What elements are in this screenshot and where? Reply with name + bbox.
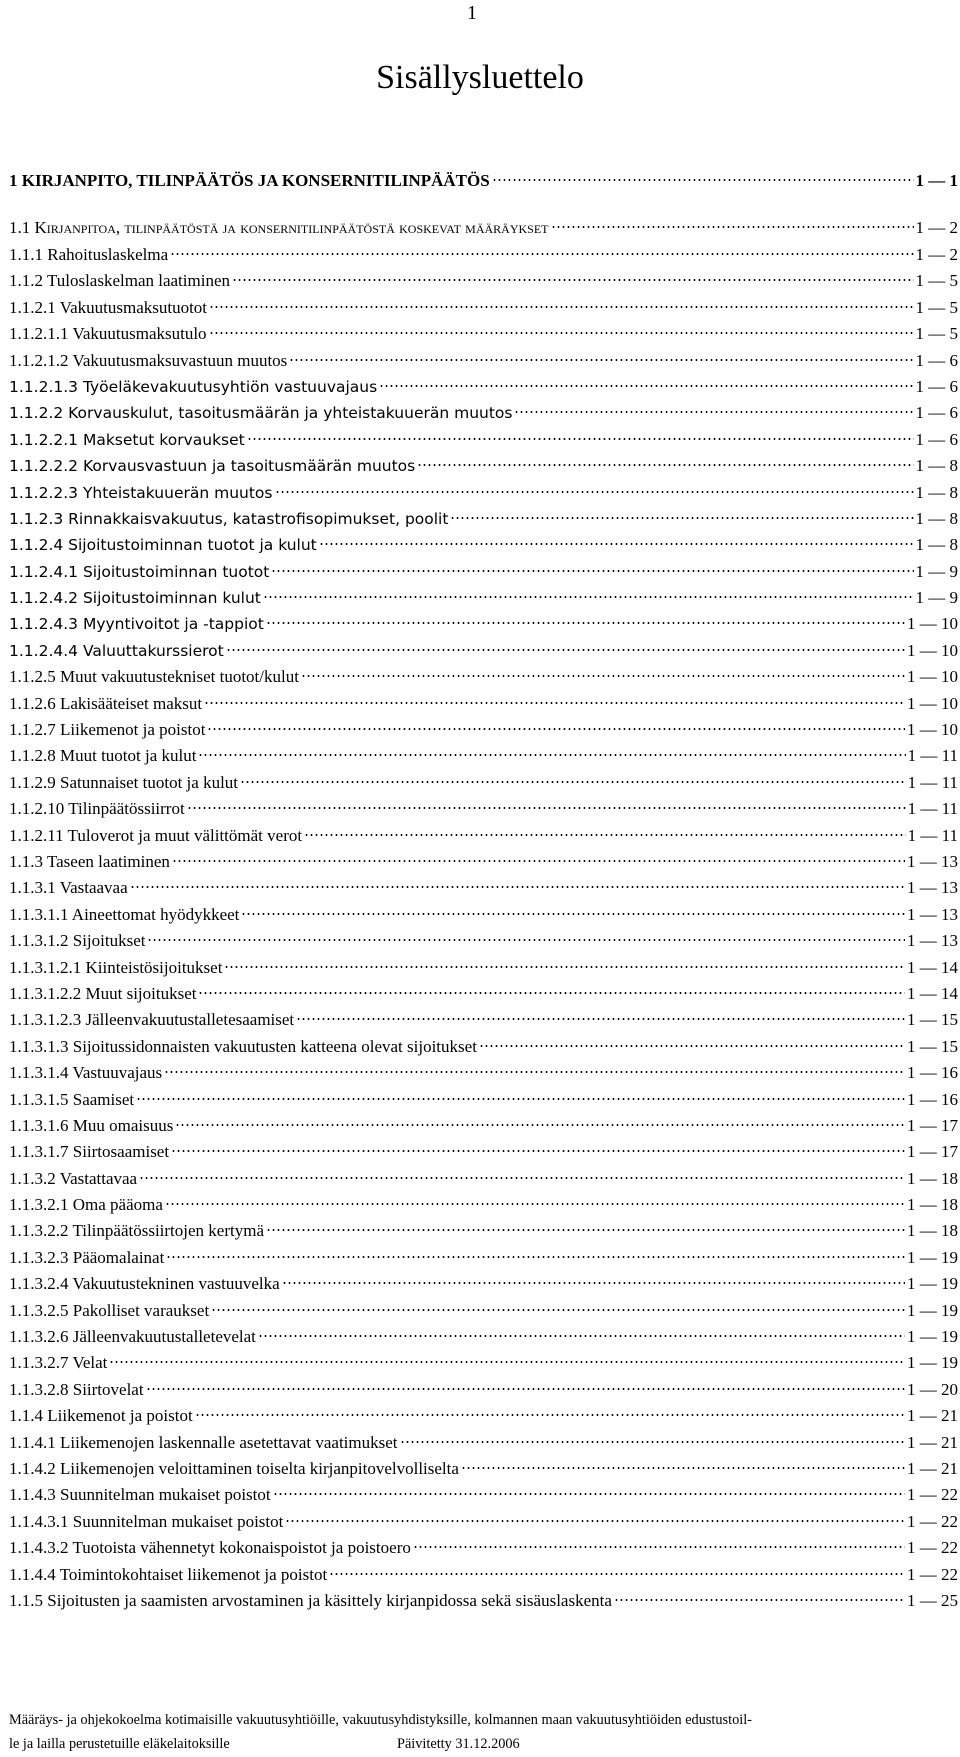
toc-entry[interactable] (9, 242, 958, 268)
toc-entry-page: 1 — 15 (907, 1010, 958, 1030)
toc-entry-title: 1.1.2.4 Sijoitustoiminnan tuotot ja kulut (9, 536, 317, 555)
toc-entry[interactable] (9, 1456, 958, 1482)
toc-dot-leader (109, 1360, 905, 1364)
toc-entry[interactable] (9, 1509, 958, 1535)
toc-entry-page: 1 — 21 (907, 1432, 958, 1452)
toc-dot-leader (204, 701, 905, 705)
toc-entry-title: 1.1.2.5 Muut vakuutustekniset tuotot/kulut (9, 667, 299, 687)
toc-entry[interactable] (9, 1218, 958, 1244)
toc-entry-title: 1.1.2 Tuloslaskelman laatiminen (9, 271, 230, 291)
toc-dot-leader (241, 912, 905, 916)
toc-entry[interactable] (9, 928, 958, 954)
toc-entry-title: 1.1.5 Sijoitusten ja saamisten arvostaminen ja käsittely kirjanpidossa sekä sisäuslaskenta (9, 1590, 612, 1610)
toc-entry-page: 1 — 6 (915, 350, 958, 370)
toc-entry-title: 1.1.4.4 Toimintokohtaiset liikemenot ja poistot (9, 1564, 328, 1584)
toc-entry-page: 1 — 8 (915, 508, 958, 528)
toc-dot-leader (166, 1255, 905, 1259)
toc-entry[interactable] (9, 453, 958, 479)
toc-entry-title: 1.1.3.2.7 Velat (9, 1353, 108, 1373)
toc-entry[interactable] (9, 823, 958, 849)
toc-entry[interactable] (9, 585, 958, 611)
toc-entry-page: 1 — 11 (907, 772, 958, 792)
toc-dot-leader (164, 1070, 905, 1074)
toc-dot-leader (139, 1176, 905, 1180)
toc-dot-leader (232, 278, 914, 282)
toc-entry-page: 1 — 10 (907, 640, 958, 660)
toc-entry-title: 1.1.2.1.1 Vakuutusmaksutulo (9, 324, 207, 344)
toc-entry-title: 1.1.2.2.2 Korvausvastuun ja tasoitusmäärän muutos (9, 457, 416, 476)
toc-entry-title: 1.1.2.8 Muut tuotot ja kulut (9, 746, 197, 766)
toc-dot-leader (551, 225, 914, 229)
toc-dot-leader (514, 410, 913, 414)
toc-entry-page: 1 — 8 (915, 456, 958, 476)
toc-entry-page: 1 — 22 (907, 1511, 958, 1531)
toc-entry[interactable] (9, 875, 958, 901)
toc-dot-leader (258, 1334, 905, 1338)
toc-dot-leader (492, 178, 914, 182)
toc-entry-title: 1.1.3.1.2.1 Kiinteistösijoitukset (9, 957, 223, 977)
toc-entry-page: 1 — 18 (907, 1168, 958, 1188)
toc-dot-leader (195, 1413, 905, 1417)
toc-entry[interactable] (9, 1535, 958, 1561)
toc-entry-page: 1 — 19 (907, 1353, 958, 1373)
toc-entry[interactable] (9, 1350, 958, 1376)
toc-dot-leader (413, 1545, 905, 1549)
toc-dot-leader (296, 1017, 905, 1021)
toc-entry-page: 1 — 18 (907, 1221, 958, 1241)
toc-entry-page: 1 — 13 (907, 878, 958, 898)
toc-entry[interactable] (9, 1113, 958, 1139)
toc-entry[interactable] (9, 1482, 958, 1508)
toc-entry-title: 1.1.2.1.3 Työeläkevakuutusyhtiön vastuuvajaus (9, 377, 378, 396)
toc-entry-title: 1.1.4.3.1 Suunnitelman mukaiset poistot (9, 1511, 284, 1531)
toc-entry-page: 1 — 19 (907, 1327, 958, 1347)
toc-entry[interactable] (9, 1430, 958, 1456)
toc-entry-title: 1.1.3.1.6 Muu omaisuus (9, 1115, 174, 1135)
toc-entry-title: 1.1.2.10 Tilinpäätössiirrot (9, 799, 185, 819)
toc-entry-title: 1.1.2.9 Satunnaiset tuotot ja kulut (9, 772, 239, 792)
toc-entry-title: 1.1.2.4.1 Sijoitustoiminnan tuotot (9, 562, 270, 581)
toc-entry[interactable] (9, 611, 958, 637)
toc-entry[interactable] (9, 1298, 958, 1324)
toc-entry-title: 1.1.2.4.2 Sijoitustoiminnan kulut (9, 589, 261, 608)
toc-entry-page: 1 — 11 (907, 746, 958, 766)
toc-entry-page: 1 — 21 (907, 1458, 958, 1478)
toc-entry-title: 1.1.4.3.2 Tuotoista vähennetyt kokonaispoistot ja poistoero (9, 1538, 411, 1558)
toc-dot-leader (207, 727, 905, 731)
toc-entry[interactable] (9, 664, 958, 690)
toc-entry-title: 1.1.4 Liikemenot ja poistot (9, 1406, 193, 1426)
toc-entry-page: 1 — 22 (907, 1538, 958, 1558)
toc-entry[interactable] (9, 1324, 958, 1350)
toc-dot-leader (379, 384, 913, 388)
toc-entry-page: 1 — 10 (907, 614, 958, 634)
toc-entry-title: 1.1.1 Rahoituslaskelma (9, 245, 169, 264)
toc-dot-leader (171, 1149, 905, 1153)
footer-line-1: Määräys- ja ohjekokoelma kotimaisille vakuutusyhtiöille, vakuutusyhdistyksille, kolmannen maan vakuutusyhtiöiden edustustoil- (9, 1712, 752, 1728)
toc-entry-title: 1.1.3.1.4 Vastuuvajaus (9, 1063, 163, 1083)
toc-entry-page: 1 — 17 (907, 1115, 958, 1135)
toc-dot-leader (226, 648, 905, 652)
toc-entry-page: 1 — 5 (915, 271, 958, 291)
toc-dot-leader (146, 1387, 905, 1391)
toc-entry-page: 1 — 5 (915, 297, 958, 317)
toc-entry[interactable] (9, 717, 958, 743)
toc-dot-leader (187, 806, 906, 810)
toc-entry-page: 1 — 11 (907, 799, 958, 819)
toc-entry-title: 1.1.3.2.2 Tilinpäätössiirtojen kertymä (9, 1221, 264, 1241)
toc-entry-page: 1 — 14 (907, 983, 958, 1003)
toc-entry[interactable] (9, 1192, 958, 1218)
toc-dot-leader (130, 885, 905, 889)
toc-entry-title: 1.1.3.1.2.3 Jälleenvakuutustalletesaamiset (9, 1010, 295, 1030)
toc-entry-page: 1 — 13 (907, 851, 958, 871)
toc-entry-title: 1.1.2.7 Liikemenot ja poistot (9, 720, 206, 740)
toc-entry-page: 1 — 10 (907, 720, 958, 740)
toc-dot-leader (172, 859, 905, 863)
toc-entry-page: 1 — 5 (915, 324, 958, 344)
toc-entry-title: 1.1.3.1.3 Sijoitussidonnaisten vakuutusten katteena olevat sijoitukset (9, 1036, 477, 1056)
toc-dot-leader (165, 1202, 905, 1206)
toc-entry-title: 1.1.2.1 Vakuutusmaksutuotot (9, 297, 208, 317)
toc-entry-title: 1.1.2.11 Tuloverot ja muut välittömät verot (9, 825, 303, 845)
toc-entry[interactable] (9, 1139, 958, 1165)
toc-entry-page: 1 — 6 (915, 429, 958, 449)
toc-entry-page: 1 — 1 (915, 171, 958, 190)
toc-entry-title: 1.1.4.3 Suunnitelman mukaiset poistot (9, 1485, 271, 1505)
toc-entry[interactable] (9, 480, 958, 506)
toc-entry-title: 1.1.2.2.1 Maksetut korvaukset (9, 430, 245, 449)
toc-entry-page: 1 — 19 (907, 1300, 958, 1320)
toc-dot-leader (319, 542, 914, 546)
toc-entry[interactable] (9, 955, 958, 981)
toc-entry-page: 1 — 8 (915, 482, 958, 502)
toc-entry[interactable] (9, 321, 958, 347)
toc-entry[interactable] (9, 295, 958, 321)
toc-dot-leader (211, 1308, 905, 1312)
toc-dot-leader (147, 938, 905, 942)
toc-entry[interactable] (9, 638, 958, 664)
toc-entry[interactable] (9, 770, 958, 796)
toc-dot-leader (198, 991, 905, 995)
toc-entry[interactable] (9, 743, 958, 769)
toc-entry-page: 1 — 6 (915, 376, 958, 396)
toc-entry-page: 1 — 15 (907, 1036, 958, 1056)
toc-dot-leader (417, 463, 913, 467)
toc-dot-leader (266, 1228, 905, 1232)
toc-entry-page: 1 — 16 (907, 1063, 958, 1083)
toc-entry-title: 1.1.2.2 Korvauskulut, tasoitusmäärän ja yhteistakuuerän muutos (9, 404, 513, 423)
toc-entry-title: 1.1.3.1.5 Saamiset (9, 1089, 135, 1109)
toc-entry-title: 1.1.3.2.4 Vakuutustekninen vastuuvelka (9, 1274, 280, 1294)
toc-entry-page: 1 — 16 (907, 1089, 958, 1109)
toc-entry-page: 1 — 22 (907, 1564, 958, 1584)
toc-entry[interactable] (9, 268, 958, 294)
toc-entry-title: 1.1.3.1.2 Sijoitukset (9, 931, 146, 951)
toc-entry[interactable] (9, 1245, 958, 1271)
toc-entry-page: 1 — 9 (915, 561, 958, 581)
toc-entry-title: 1.1.2.3 Rinnakkaisvakuutus, katastrofisopimukset, poolit (9, 509, 449, 528)
page-number: 1 (467, 2, 477, 24)
table-of-contents (9, 164, 958, 1614)
toc-entry[interactable] (9, 1007, 958, 1033)
toc-entry-page: 1 — 10 (907, 693, 958, 713)
toc-entry-page: 1 — 19 (907, 1247, 958, 1267)
toc-dot-leader (479, 1044, 905, 1048)
toc-entry[interactable] (9, 902, 958, 928)
toc-dot-leader (282, 1281, 905, 1285)
toc-entry[interactable] (9, 164, 958, 212)
toc-entry-title: 1.1.2.4.3 Myyntivoitot ja -tappiot (9, 615, 264, 634)
toc-dot-leader (614, 1598, 905, 1602)
toc-entry-title: 1.1.2.4.4 Valuuttakurssierot (9, 641, 224, 660)
toc-entry-title: 1.1.3 Taseen laatiminen (9, 851, 170, 871)
toc-entry[interactable] (9, 1403, 958, 1429)
toc-entry[interactable] (9, 796, 958, 822)
toc-entry[interactable] (9, 849, 958, 875)
toc-dot-leader (224, 965, 905, 969)
toc-entry-page: 1 — 11 (907, 825, 958, 845)
toc-dot-leader (285, 1519, 905, 1523)
toc-entry-page: 1 — 13 (907, 931, 958, 951)
toc-dot-leader (450, 516, 913, 520)
toc-entry-page: 1 — 20 (907, 1379, 958, 1399)
toc-dot-leader (209, 331, 914, 335)
toc-entry-page: 1 — 22 (907, 1485, 958, 1505)
toc-entry[interactable] (9, 1087, 958, 1113)
toc-dot-leader (209, 305, 913, 309)
toc-dot-leader (247, 437, 914, 441)
toc-entry[interactable] (9, 1377, 958, 1403)
page-title: Sisällysluettelo (376, 59, 584, 96)
toc-dot-leader (329, 1572, 905, 1576)
toc-entry-title: 1.1.4.2 Liikemenojen veloittaminen toiselta kirjanpitovelvolliselta (9, 1458, 459, 1478)
toc-dot-leader (266, 621, 905, 625)
toc-entry-title: 1.1.3.1.1 Aineettomat hyödykkeet (9, 904, 240, 924)
toc-dot-leader (400, 1440, 905, 1444)
toc-entry-page: 1 — 2 (915, 245, 958, 264)
toc-dot-leader (240, 780, 906, 784)
toc-entry-page: 1 — 10 (907, 667, 958, 687)
toc-dot-leader (289, 358, 913, 362)
toc-entry-title: 1.1.4.1 Liikemenojen laskennalle asetettavat vaatimukset (9, 1432, 398, 1452)
toc-entry[interactable] (9, 532, 958, 558)
toc-entry-title: 1.1.3.2.3 Pääomalainat (9, 1247, 165, 1267)
toc-entry[interactable] (9, 691, 958, 717)
toc-entry-title: 1.1.3.2 Vastattavaa (9, 1168, 138, 1188)
toc-entry[interactable] (9, 1166, 958, 1192)
toc-entry-page: 1 — 9 (915, 588, 958, 608)
toc-dot-leader (198, 753, 905, 757)
toc-entry[interactable] (9, 212, 958, 242)
toc-entry-page: 1 — 2 (915, 218, 958, 237)
toc-entry[interactable] (9, 1562, 958, 1588)
toc-entry[interactable] (9, 981, 958, 1007)
toc-entry[interactable] (9, 374, 958, 400)
toc-entry[interactable] (9, 1060, 958, 1086)
toc-dot-leader (263, 595, 914, 599)
footer-line-2: le ja lailla perustetuille eläkelaitoksille (9, 1736, 230, 1752)
toc-dot-leader (275, 490, 914, 494)
toc-entry-page: 1 — 14 (907, 957, 958, 977)
toc-entry-page: 1 — 25 (907, 1590, 958, 1610)
footer-updated-date: Päivitetty 31.12.2006 (397, 1736, 520, 1752)
toc-entry-title: 1.1.2.2.3 Yhteistakuuerän muutos (9, 483, 273, 502)
toc-dot-leader (271, 569, 913, 573)
toc-entry-title: 1.1.2.1.2 Vakuutusmaksuvastuun muutos (9, 350, 288, 370)
toc-entry-page: 1 — 13 (907, 904, 958, 924)
toc-entry[interactable] (9, 400, 958, 426)
toc-entry[interactable] (9, 1588, 958, 1614)
toc-entry-title: 1.1.3.2.1 Oma pääoma (9, 1195, 163, 1215)
toc-entry[interactable] (9, 506, 958, 532)
toc-entry-title: 1.1 Kirjanpitoa, tilinpäätöstä ja konsernitilinpäätöstä koskevat määräykset (9, 218, 549, 237)
toc-entry-title: 1.1.3.2.8 Siirtovelat (9, 1379, 144, 1399)
toc-dot-leader (175, 1123, 905, 1127)
toc-dot-leader (461, 1466, 905, 1470)
toc-entry[interactable] (9, 427, 958, 453)
toc-entry[interactable] (9, 1271, 958, 1297)
toc-entry[interactable] (9, 559, 958, 585)
toc-dot-leader (304, 833, 906, 837)
toc-entry-title: 1.1.3.1 Vastaavaa (9, 878, 128, 898)
toc-entry-page: 1 — 6 (915, 403, 958, 423)
toc-entry[interactable] (9, 1034, 958, 1060)
toc-entry-page: 1 — 19 (907, 1274, 958, 1294)
toc-dot-leader (273, 1492, 905, 1496)
toc-entry[interactable] (9, 348, 958, 374)
toc-entry-title: 1.1.2.6 Lakisääteiset maksut (9, 693, 203, 713)
toc-entry-title: 1.1.3.2.6 Jälleenvakuutustalletevelat (9, 1327, 256, 1347)
toc-dot-leader (170, 252, 913, 256)
toc-entry-page: 1 — 21 (907, 1406, 958, 1426)
toc-entry-title: 1.1.3.1.7 Siirtosaamiset (9, 1142, 170, 1162)
toc-dot-leader (301, 674, 905, 678)
toc-entry-page: 1 — 18 (907, 1195, 958, 1215)
toc-entry-title: 1 KIRJANPITO, TILINPÄÄTÖS JA KONSERNITILINPÄÄTÖS (9, 171, 490, 190)
toc-dot-leader (136, 1097, 905, 1101)
toc-entry-title: 1.1.3.2.5 Pakolliset varaukset (9, 1300, 210, 1320)
toc-entry-page: 1 — 17 (907, 1142, 958, 1162)
toc-entry-page: 1 — 8 (915, 535, 958, 555)
toc-entry-title: 1.1.3.1.2.2 Muut sijoitukset (9, 983, 197, 1003)
